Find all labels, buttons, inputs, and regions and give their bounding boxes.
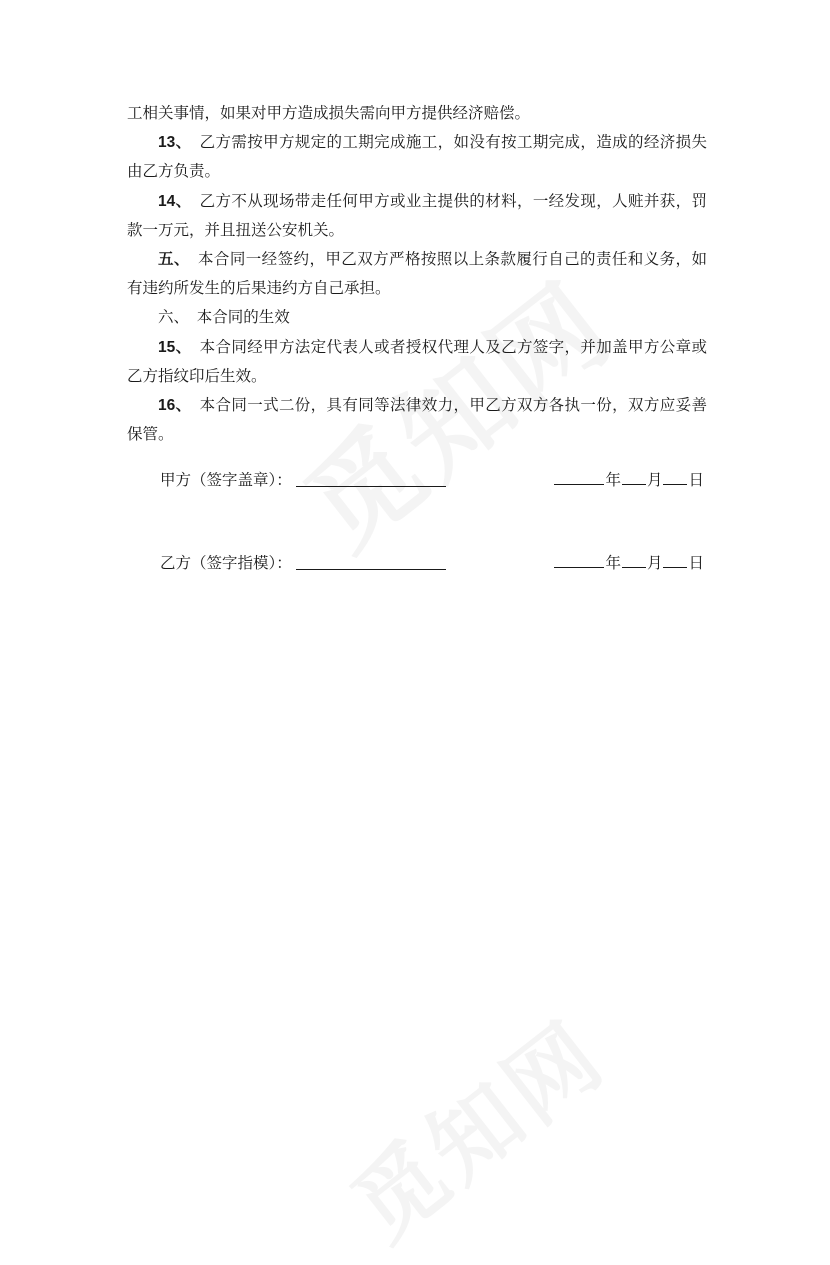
paragraph-text: 工相关事情，如果对甲方造成损失需向甲方提供经济赔偿。: [127, 104, 531, 122]
party-a-date: [553, 465, 704, 495]
month-label: 月: [646, 471, 663, 489]
clause-number: 15、: [158, 338, 184, 356]
section-number: 六、: [158, 308, 182, 327]
party-b-label: 乙方（签字指模）：: [160, 554, 292, 572]
section-6: [127, 303, 707, 332]
year-label: 年: [605, 554, 621, 572]
clause-text: 乙方不从现场带走任何甲方或业主提供的材料，一经发现，人赃并获，罚款一万元，并且扭送公安机关。: [127, 191, 707, 239]
clause-16: [127, 391, 707, 449]
month-blank: [622, 470, 646, 485]
month-label: 月: [646, 554, 663, 572]
month-blank: [622, 553, 646, 568]
party-a-signature-line: [296, 486, 446, 487]
clause-number: 14、: [158, 192, 184, 210]
section-text: 本合同的生效: [181, 308, 290, 327]
section-5: [127, 245, 707, 303]
section-number: 五、: [158, 251, 183, 269]
clause-text: 本合同经甲方法定代表人或者授权代理人及乙方签字，并加盖甲方公章或乙方指纹印后生效。: [127, 337, 707, 385]
watermark: [321, 985, 628, 1265]
section-text: 本合同一经签约，甲乙双方严格按照以上条款履行自己的责任和义务，如有违约所发生的后果违约方自己承担。: [127, 250, 707, 298]
paragraph-continuation: [127, 99, 707, 128]
day-label: 日: [688, 471, 704, 489]
clause-number: 16、: [158, 397, 184, 415]
clause-15: [127, 333, 707, 391]
clause-14: [127, 187, 707, 245]
clause-text: 乙方需按甲方规定的工期完成施工，如没有按工期完成，造成的经济损失由乙方负责。: [127, 133, 707, 181]
party-b-signature-line: [296, 569, 446, 570]
party-b-signature-row: [160, 548, 707, 578]
year-label: 年: [605, 471, 621, 489]
day-blank: [663, 470, 687, 485]
clause-number: 13、: [158, 134, 184, 152]
day-blank: [663, 553, 687, 568]
clause-13: [127, 128, 707, 186]
party-a-signature-row: [160, 465, 707, 495]
day-label: 日: [688, 554, 704, 572]
clause-text: 本合同一式二份，具有同等法律效力，甲乙方双方各执一份，双方应妥善保管。: [127, 396, 707, 444]
party-b-date: [553, 548, 704, 578]
year-blank: [554, 470, 604, 485]
contract-body: [127, 99, 707, 449]
year-blank: [554, 553, 604, 568]
party-a-label: 甲方（签字盖章）：: [160, 471, 292, 489]
